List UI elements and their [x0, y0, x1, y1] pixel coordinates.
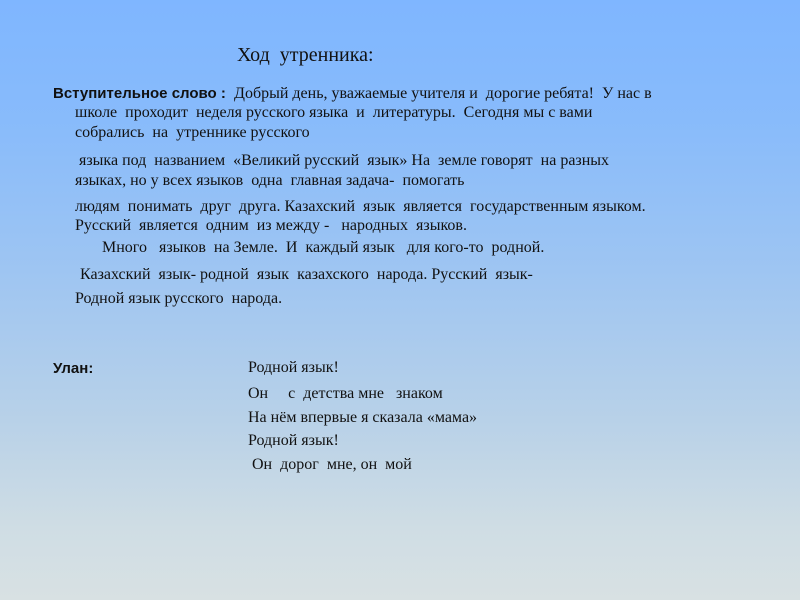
poem-line: На нём впервые я сказала «мама»: [248, 409, 478, 426]
intro-first-line-text: Добрый день, уважаемые учителя и дорогие ребята! У нас в: [230, 85, 652, 102]
intro-line: собрались на утреннике русского: [75, 124, 310, 141]
intro-line: Казахский язык- родной язык казахского народа. Русский язык-: [80, 266, 533, 283]
poem-line: Он дорог мне, он мой: [248, 456, 412, 473]
intro-line: Много языков на Земле. И каждый язык для кого-то родной.: [90, 239, 545, 256]
intro-line: школе проходит неделя русского языка и литературы. Сегодня мы с вами: [75, 104, 593, 121]
intro-line: Родной язык русского народа.: [75, 290, 283, 307]
poem-line: Он с детства мне знаком: [248, 385, 443, 402]
intro-line: языках, но у всех языков одна главная задача- помогать: [75, 172, 465, 189]
intro-first-line: [53, 84, 652, 103]
intro-label: Вступительное слово :: [53, 85, 231, 102]
speaker-name: Улан:: [53, 360, 94, 377]
slide-title: Ход утренника:: [237, 44, 374, 66]
intro-line: Русский является одним из между - народных языков.: [75, 217, 467, 234]
poem-line: Родной язык!: [248, 359, 339, 376]
intro-line: людям понимать друг друга. Казахский язык является государственным языком.: [75, 198, 646, 215]
intro-line: языка под названием «Великий русский язык» На земле говорят на разных: [75, 152, 610, 169]
poem-line: Родной язык!: [248, 432, 339, 449]
